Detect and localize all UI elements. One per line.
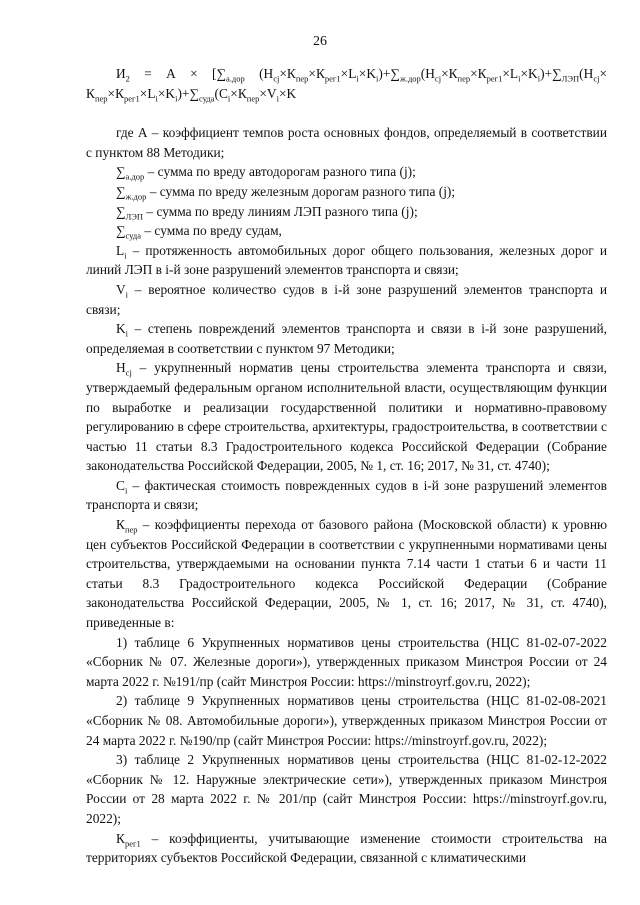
definition-V: $V_i$ – вероятное количество судов в i-й зоне разрушений элементов транспорта и связи; <box>86 281 607 317</box>
list-item: 3) таблице 2 Укрупненных нормативов цены строительства (НЦС 81-02-12-2022 «Сборник № 12. Наружные электрические сети»), утвержденных приказом Минстроя России от 28 марта 2022 г. № 201/пр (сайт Минстроя России: https://minstroyrf.gov.ru, 2022); <box>86 752 607 826</box>
definition-H: $Н_{cj}$ – укрупненный норматив цены строительства элемента транспорта и связи, утверждаемый федеральным органом исполнительной власти, осуществляющим функции по выработке и реализации государственной политики и нормативно-правовому регулированию в сфере строительства, архитектуры, градостроительства, в соответствии с частью 11 статьи 8.3 Градостроительного кодекса Российской Федерации (Собрание законодательства Российской Федерации, 2005, № 1, ст. 16; 2017, № 31, ст. 4740); <box>86 360 607 474</box>
definition-L: $L_i$ – протяженность автомобильных дорог общего пользования, железных дорог и линий ЛЭП в i-й зоне разрушений элементов транспорта и связи; <box>86 242 607 278</box>
definition-Kreg: $К_{рег1}$ – коэффициенты, учитывающие изменение стоимости строительства на территориях субъектов Российской Федерации, связанной с климатическими <box>86 830 607 866</box>
definition-sum-rail: $\sum_{ж.дор}$ – сумма по вреду железным дорогам разного типа (j); <box>116 183 456 202</box>
definition-sum-lep: $\sum_{ЛЭП}$ – сумма по вреду линиям ЛЭП разного типа (j); <box>116 203 418 222</box>
definition-sum-ships: $\sum_{суда}$ – сумма по вреду судам, <box>116 223 282 241</box>
definition-K: $K_i$ – степень повреждений элементов транспорта и связи в i-й зоне разрушений, определяемая в соответствии с пунктом 97 Методики; <box>86 321 607 356</box>
definition-A: где А – коэффициент темпов роста основных фондов, определяемый в соответствии с пунктом 88 Методики; <box>86 125 607 160</box>
damage-formula: $И_2 = А \times [\sum_{а.дор}$ $(Н_{cj}\times К_{пер}\times К_{рег1}\times L_i\times K_i)+\sum_{ж.дор}(Н_{cj}\times К_{пер}\times К_{рег1}\times L_i\times K_i)+\sum_{ЛЭП}(Н_{cj}\times К_{пер}\times К_{рег1}\times L_i\times K_i)+\sum_{суда}(C_i\times К_{пер}\times V_i\times K$ <box>86 66 608 104</box>
document-body <box>86 64 607 868</box>
definition-Kper: $К_{пер}$ – коэффициенты перехода от базового района (Московской области) к уровню цен субъектов Российской Федерации в соответствии с укрупненными нормативами цены строительства, утверждаемыми на основании пункта 7.14 части 1 статьи 6 и части 11 статьи 8.3 Градостроительного кодекса Российской Федерации (Собрание законодательства Российской Федерации, 2005, № 1, ст. 16; 2017, № 31, ст. 4740), приведенные в: <box>86 517 607 631</box>
definition-C: $C_i$ – фактическая стоимость поврежденных судов в i-й зоне разрушений элементов транспорта и связи; <box>86 477 607 513</box>
definition-sum-road: $\sum_{а.дор}$ – сумма по вреду автодорогам разного типа (j); <box>116 164 416 183</box>
page-number: 26 <box>313 34 327 49</box>
list-item: 2) таблице 9 Укрупненных нормативов цены строительства (НЦС 81-02-08-2021 «Сборник № 08. Автомобильные дороги»), утвержденных приказом Минстроя России от 24 марта 2022 г. №190/пр (сайт Минстроя России: https://minstroyrf.gov.ru, 2022); <box>86 693 607 748</box>
list-item: 1) таблице 6 Укрупненных нормативов цены строительства (НЦС 81-02-07-2022 «Сборник № 07. Железные дороги»), утвержденных приказом Минстроя России от 24 марта 2022 г. №191/пр (сайт Минстроя России: https://minstroyrf.gov.ru, 2022); <box>86 634 607 689</box>
